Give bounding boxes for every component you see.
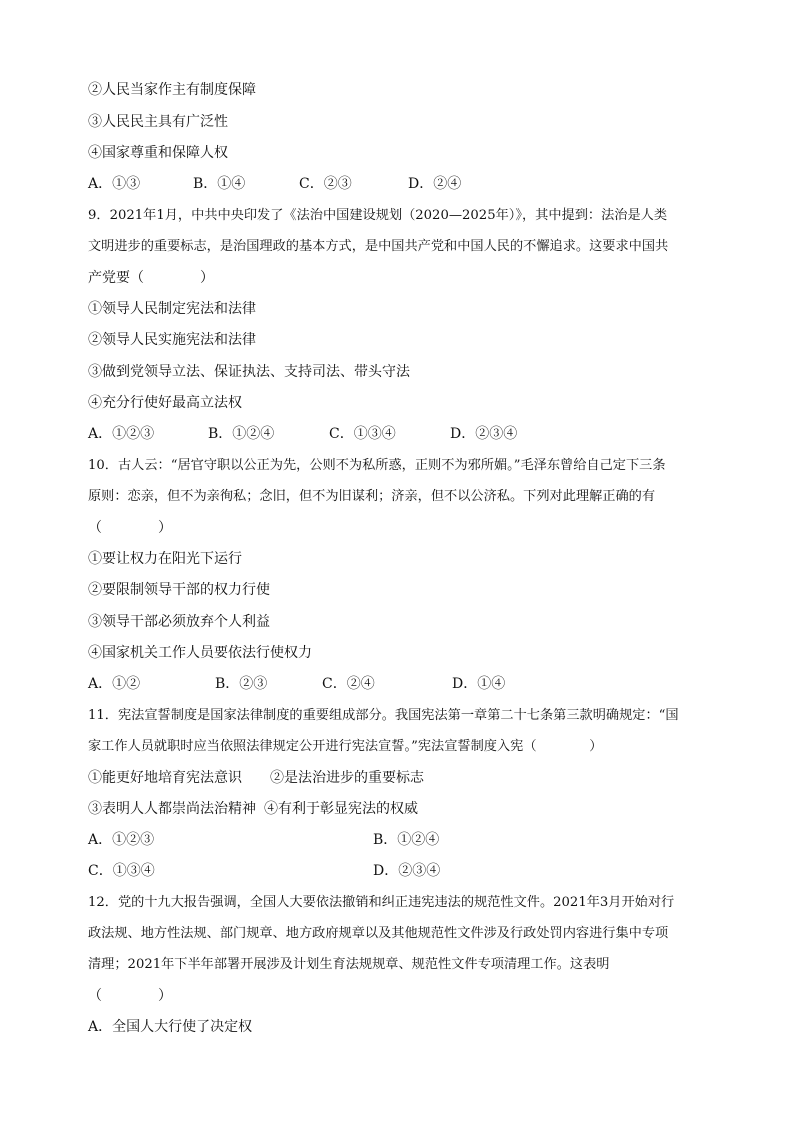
q10-option-a: A．①② (88, 676, 141, 692)
q10-option-c: C．②④ (322, 676, 375, 692)
q9-option-a: A．①②③ (88, 426, 155, 442)
q12-stem-line-3: 清理；2021年下半年部署开展涉及计划生育法规规章、规范性文件专项清理工作。这表明 (88, 957, 610, 972)
q9-stem-line-1: 9．2021年1月，中共中央印发了《法治中国建设规划（2020—2025年）》，其中提到：法治是人类 (88, 208, 668, 223)
q8-item-4: ④国家尊重和保障人权 (88, 145, 228, 161)
q10-stem-line-2: 原则：恋亲，但不为亲徇私；念旧，但不为旧谋利；济亲，但不以公济私。下列对此理解正确的有 (88, 489, 656, 504)
q12-option-a: A．全国人大行使了决定权 (88, 1019, 253, 1035)
q11-option-d: D．②③④ (373, 863, 441, 879)
q10-option-b: B．②③ (215, 676, 268, 692)
q11-option-b: B．①②④ (373, 832, 440, 848)
q10-stem-line-3: （ ） (88, 520, 172, 536)
q11-stem-line-1: 11．宪法宣誓制度是国家法律制度的重要组成部分。我国宪法第一章第二十七条第三款明确规定：“国 (88, 708, 679, 723)
q10-item-1: ①要让权力在阳光下运行 (88, 551, 242, 567)
q11-option-a: A．①②③ (88, 832, 155, 848)
q10-item-2: ②要限制领导干部的权力行使 (88, 582, 270, 598)
q10-option-d: D．①④ (452, 676, 506, 692)
q11-option-c: C．①③④ (88, 863, 155, 879)
q8-option-c: C．②③ (299, 176, 352, 192)
q10-item-4: ④国家机关工作人员要依法行使权力 (88, 645, 312, 661)
q8-item-3: ③人民民主具有广泛性 (88, 114, 228, 130)
q9-item-1: ①领导人民制定宪法和法律 (88, 301, 256, 317)
q10-item-3: ③领导干部必须放弃个人利益 (88, 614, 270, 630)
q8-item-2: ②人民当家作主有制度保障 (88, 82, 256, 98)
q10-stem-line-1: 10．古人云：“居官守职以公正为先，公则不为私所惑，正则不为邪所媚。”毛泽东曾给自己定下三条 (88, 458, 666, 473)
q12-stem-line-4: （ ） (88, 988, 172, 1004)
q9-item-2: ②领导人民实施宪法和法律 (88, 332, 256, 348)
q9-option-c: C．①③④ (329, 426, 396, 442)
q9-option-d: D．②③④ (450, 426, 518, 442)
q8-option-a: A．①③ (88, 176, 141, 192)
q12-stem-line-1: 12．党的十九大报告强调，全国人大要依法撤销和纠正违宪违法的规范性文件。2021年3月开始对行 (88, 895, 675, 910)
q9-item-3: ③做到党领导立法、保证执法、支持司法、带头守法 (88, 364, 410, 380)
q11-item-3: ③表明人人都崇尚法治精神 (88, 801, 256, 817)
q9-stem-line-3: 产党要（ ） (88, 270, 214, 286)
q11-stem-line-2: 家工作人员就职时应当依照法律规定公开进行宪法宣誓。”宪法宣誓制度入宪（ ） (88, 739, 603, 754)
q11-item-4: ④有利于彰显宪法的权威 (264, 801, 418, 817)
q9-item-4: ④充分行使好最高立法权 (88, 395, 242, 411)
q9-option-b: B．①②④ (208, 426, 275, 442)
q8-option-b: B．①④ (193, 176, 246, 192)
q11-item-1: ①能更好地培育宪法意识 (88, 770, 242, 786)
q9-stem-line-2: 文明进步的重要标志，是治国理政的基本方式，是中国共产党和中国人民的不懈追求。这要求中国共 (88, 239, 669, 254)
q8-option-d: D．②④ (408, 176, 462, 192)
q12-stem-line-2: 政法规、地方性法规、部门规章、地方政府规章以及其他规范性文件涉及行政处罚内容进行集中专项 (88, 926, 669, 941)
q11-item-2: ②是法治进步的重要标志 (270, 770, 424, 786)
